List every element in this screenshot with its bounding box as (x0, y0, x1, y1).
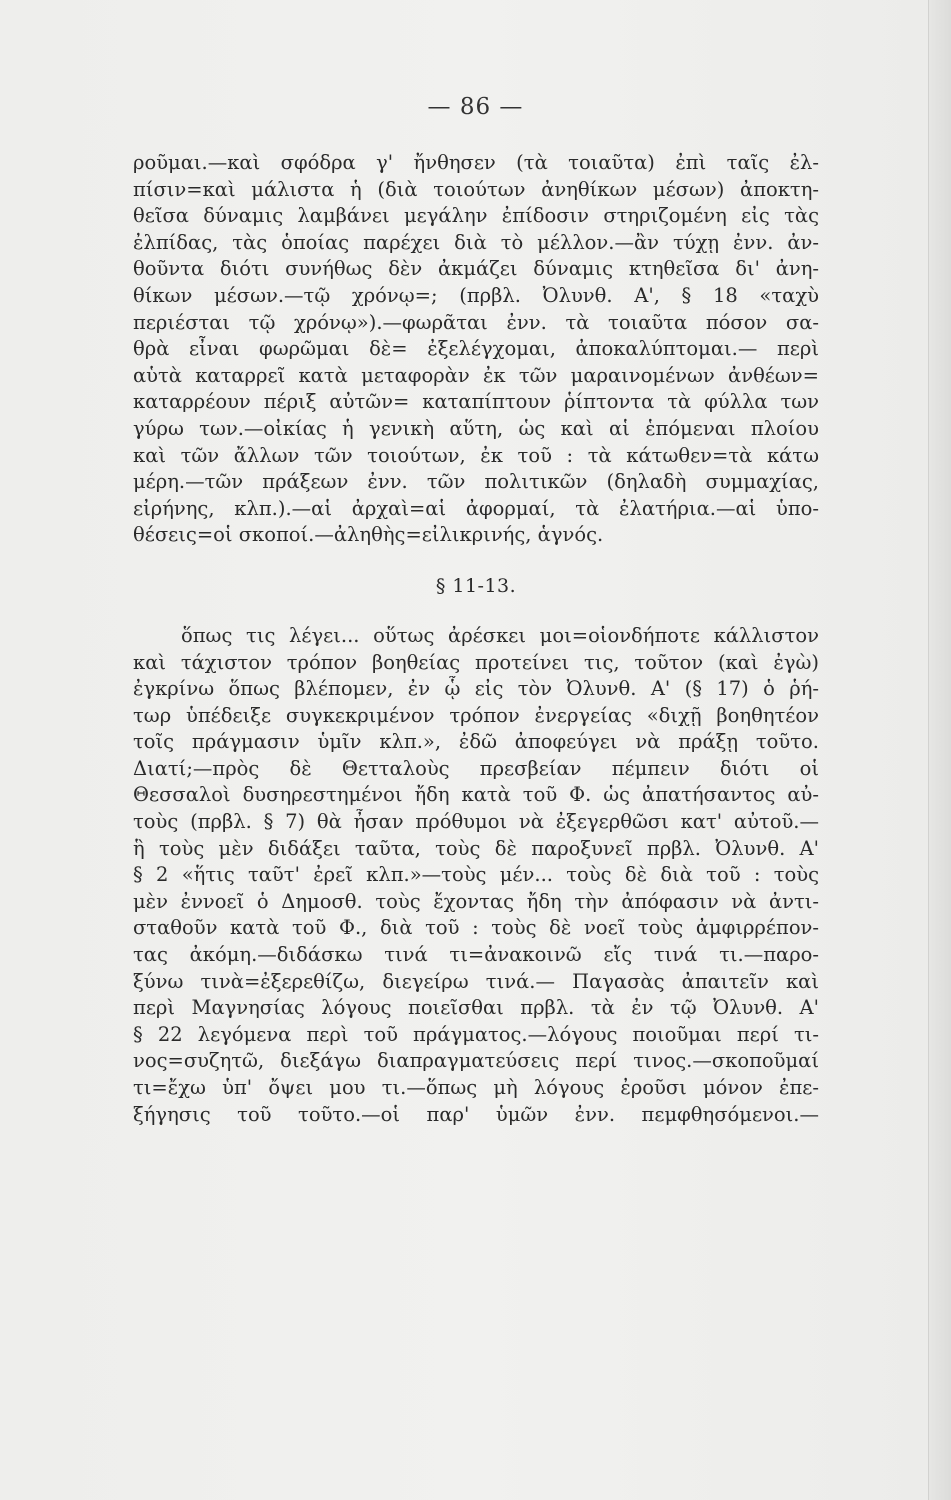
text-line: μέρη.—τῶν πράξεων ἐνν. τῶν πολιτικῶν (δηλαδὴ συμμαχίας, (133, 470, 819, 494)
text-line: θοῦντα διότι συνήθως δὲν ἀκμάζει δύναμις κτηθεῖσα δι' ἀνη- (133, 257, 819, 281)
text-line: ἐλπίδας, τὰς ὁποίας παρέχει διὰ τὸ μέλλον.—ἂν τύχῃ ἐνν. ἀν- (133, 230, 819, 254)
text-line: ἣ τοὺς μὲν διδάξει ταῦτα, τοὺς δὲ παροξυνεῖ πρβλ. Ὀλυνθ. Α' (133, 836, 819, 860)
text-line: Θεσσαλοὶ δυσηρεστημένοι ἤδη κατὰ τοῦ Φ. ὡς ἀπατήσαντος αὐ- (133, 783, 819, 807)
text-line: ἐγκρίνω ὅπως βλέπομεν, ἐν ᾧ εἰς τὸν Ὀλυνθ. Α' (§ 17) ὁ ῥή- (133, 677, 819, 701)
text-line: Διατί;—πρὸς δὲ Θετταλοὺς πρεσβείαν πέμπειν διότι οἱ (133, 756, 819, 780)
text-line: ὅπως τις λέγει... οὕτως ἀρέσκει μοι=οἱονδήποτε κάλλιστον (181, 623, 819, 647)
text-line: § 2 «ἥτις ταῦτ' ἐρεῖ κλπ.»—τοὺς μέν... τοὺς δὲ διὰ τοῦ : τοὺς (133, 863, 819, 887)
text-line: καὶ τάχιστον τρόπον βοηθείας προτείνει τις, τοῦτον (καὶ ἐγὼ) (133, 650, 819, 674)
text-line: ροῦμαι.—καὶ σφόδρα γ' ἤνθησεν (τὰ τοιαῦτα) ἐπὶ ταῖς ἐλ- (133, 151, 819, 174)
text-line: γύρω των.—οἰκίας ἡ γενικὴ αὕτη, ὡς καὶ αἱ ἑπόμεναι πλοίου (133, 416, 819, 440)
commentary-text (133, 150, 819, 1128)
text-line: τι=ἔχω ὑπ' ὄψει μου τι.—ὅπως μὴ λόγους ἐροῦσι μόνον ἐπε- (133, 1076, 819, 1099)
paragraph-1 (133, 150, 819, 549)
text-line: θρὰ εἶναι φωρῶμαι δὲ= ἐξελέγχομαι, ἀποκαλύπτομαι.— περὶ (133, 337, 819, 361)
text-line: καταρρέουν πέριξ αὐτῶν= καταπίπτουν ῥίπτοντα τὰ φύλλα των (133, 390, 819, 414)
text-line: περὶ Μαγνησίας λόγους ποιεῖσθαι πρβλ. τὰ ἐν τῷ Ὀλυνθ. Α' (133, 996, 819, 1020)
text-line: ξύνω τινὰ=ἐξερεθίζω, διεγείρω τινά.— Παγασὰς ἀπαιτεῖν καὶ (133, 969, 819, 993)
section-heading: § 11-13. (435, 574, 517, 597)
page-edge (928, 0, 951, 1500)
text-line: θεῖσα δύναμις λαμβάνει μεγάλην ἐπίδοσιν στηριζομένη εἰς τὰς (133, 204, 819, 228)
text-line: καὶ τῶν ἄλλων τῶν τοιούτων, ἐκ τοῦ : τὰ κάτωθεν=τὰ κάτω (133, 443, 819, 467)
paragraph-2 (133, 623, 819, 1128)
text-line: νος=συζητῶ, διεξάγω διαπραγματεύσεις περί τινος.—σκοποῦμαί (133, 1049, 819, 1073)
text-line: τοὺς (πρβλ. § 7) θὰ ἦσαν πρόθυμοι νὰ ἐξεγερθῶσι κατ' αὐτοῦ.— (133, 810, 819, 834)
text-line: θίκων μέσων.—τῷ χρόνῳ=; (πρβλ. Ὀλυνθ. Α', § 18 «ταχὺ (133, 283, 819, 307)
text-line: § 22 λεγόμενα περὶ τοῦ πράγματος.—λόγους ποιοῦμαι περί τι- (133, 1022, 819, 1046)
text-line: τοῖς πράγμασιν ὑμῖν κλπ.», ἐδῶ ἀποφεύγει νὰ πράξῃ τοῦτο. (133, 730, 819, 754)
text-line: περιέσται τῷ χρόνῳ»).—φωρᾶται ἐνν. τὰ τοιαῦτα πόσον σα- (133, 310, 819, 334)
text-line: αὑτὰ καταρρεῖ κατὰ μεταφορὰν ἐκ τῶν μαραινομένων ἀνθέων= (133, 363, 819, 387)
page-number: — 86 — (427, 94, 524, 120)
text-line: ξήγησις τοῦ τοῦτο.—οἱ παρ' ὑμῶν ἐνν. πεμφθησόμενοι.— (133, 1102, 819, 1126)
text-line: πίσιν=καὶ μάλιστα ἡ (διὰ τοιούτων ἀνηθίκων μέσων) ἀποκτη- (133, 177, 819, 201)
text-line: σταθοῦν κατὰ τοῦ Φ., διὰ τοῦ : τοὺς δὲ νοεῖ τοὺς ἀμφιρρέπον- (133, 916, 819, 940)
text-line: εἰρήνης, κλπ.).—αἱ ἀρχαὶ=αἱ ἀφορμαί, τὰ ἐλατήρια.—αἱ ὑπο- (133, 496, 819, 520)
text-line: τωρ ὑπέδειξε συγκεκριμένον τρόπον ἐνεργείας «διχῇ βοηθητέον (133, 703, 819, 727)
text-line: τας ἀκόμη.—διδάσκω τινά τι=ἀνακοινῶ εἴς τινά τι.—παρο- (133, 943, 819, 967)
text-line: θέσεις=οἱ σκοποί.—ἀληθὴς=εἰλικρινής, ἁγνός. (133, 523, 604, 547)
text-line: μὲν ἐννοεῖ ὁ Δημοσθ. τοὺς ἔχοντας ἤδη τὴν ἀπόφασιν νὰ ἀντι- (133, 889, 819, 913)
